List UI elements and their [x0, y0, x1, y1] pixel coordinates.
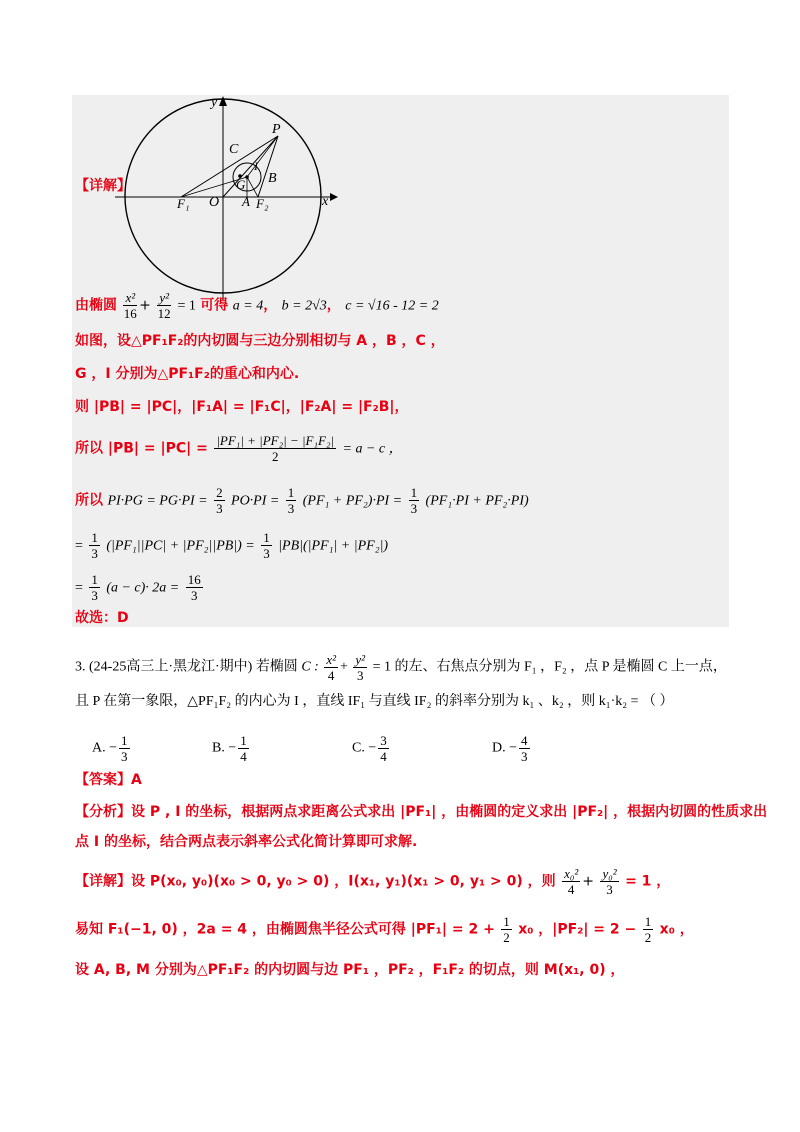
question-line-1: 3. (24-25高三上·黑龙江·期中) 若椭圆 C : $\frac{\text{x²}}{4}$ + $\frac{\text{y²}}{3}$ = 1 的左、右焦点分别为 F₁ ，F₂ ，点 P 是椭圆 C 上一点，	[75, 652, 727, 683]
question-line-2: 且 P 在第一象限，△PF₁F₂ 的内心为 I ，直线 IF₁ 与直线 IF₂ 的斜率分别为 k₁ 、k₂ ，则 k₁·k₂ = （ ）	[75, 694, 674, 709]
label-F1: F₁	[177, 196, 190, 211]
label-x: x	[322, 194, 329, 209]
ellipse-diagram	[0, 0, 800, 300]
segment-PF2	[258, 136, 278, 197]
analysis-line-1: 【分析】设 P , I 的坐标，根据两点求距离公式求出 |PF₁| ，由椭圆的定义求出 |PF₂| ，根据内切圆的性质求出	[75, 804, 768, 820]
x-axis-arrow	[330, 193, 338, 201]
label-y: y	[211, 95, 218, 110]
label-C: C	[229, 142, 239, 157]
question-number: 3.	[75, 659, 86, 675]
label-O: O	[209, 195, 220, 210]
detail-line-3: 设 A, B, M 分别为△PF₁F₂ 的内切圆与边 PF₁ ，PF₂ ，F₁F₂ 的切点，则 M(x₁, 0) ，	[75, 962, 625, 978]
solution-line-2: 如图，设△PF₁F₂的内切圆与三边分别相切与 A ，B ，C ，	[75, 333, 445, 349]
choice-c[interactable]: C. − $\frac{3}{4}$	[352, 733, 387, 764]
detail-line-1: 【详解】设 P(x₀, y₀)(x₀ > 0, y₀ > 0) ，I(x₁, y₁)(x₁ > 0, y₁ > 0) ，则 $\frac{\text{x₀²}}{4}$ + $\frac{\text{y₀²}}{3}$ = 1 ，	[75, 866, 671, 897]
label-F2: F₂	[256, 196, 269, 211]
solution-line-7: = $\frac{1}{3}$ (|PF₁||PC| + |PF₂||PB|) = $\frac{1}{3}$ |PB|(|PF₁| + |PF₂|)	[75, 530, 389, 561]
choice-d[interactable]: D. − $\frac{4}{3}$	[492, 733, 528, 764]
solution-line-3: G ，I 分别为△PF₁F₂的重心和内心.	[75, 366, 300, 382]
label-G: G	[236, 177, 246, 192]
label-P: P	[272, 122, 281, 137]
analysis-line-2: 点 I 的坐标，结合两点表示斜率公式化简计算即可求解.	[75, 834, 418, 850]
question-source: (24-25高三上·黑龙江·期中)	[89, 659, 253, 675]
label-I: I	[254, 159, 258, 173]
solution-line-6: 所以 PI·PG = PG·PI = $\frac{2}{3}$ PO·PI = $\frac{1}{3}$ (PF₁ + PF₂)·PI = $\frac{1}{3}$ (PF₁·PI + PF₂·PI)	[75, 485, 529, 516]
detail-line-2: 易知 F₁(−1, 0) ，2a = 4 ，由椭圆焦半径公式可得 |PF₁| = 2 + $\frac{1}{2}$ x₀ ，|PF₂| = 2 − $\frac{1}{2}$ x₀ ，	[75, 914, 694, 945]
solution-line-5: 所以 |PB| = |PC| = $\frac{\text{|PF₁| + |PF₂| − |F₁F₂|}}{2}$ = a − c ，	[75, 433, 403, 464]
label-A: A	[242, 194, 250, 209]
solution-line-1: 由椭圆 $\frac{\text{x²}}{16}$ + $\frac{\text{y²}}{12}$ = 1 可得 a = 4， b = 2√3， c = √16 - 12 = 2	[75, 290, 439, 321]
choice-a[interactable]: A. − $\frac{1}{3}$	[92, 733, 128, 764]
point-I	[245, 175, 249, 179]
choice-b[interactable]: B. − $\frac{1}{4}$	[212, 733, 247, 764]
y-axis-arrow	[219, 96, 227, 106]
label-B: B	[268, 171, 277, 186]
solution-line-8: = $\frac{1}{3}$ (a − c)· 2a = $\frac{16}{3}$	[75, 572, 201, 603]
answer-line: 【答案】A	[75, 772, 142, 788]
detail-tag-1: 【详解】	[75, 178, 131, 194]
solution-line-4: 则 |PB| = |PC|，|F₁A| = |F₁C|，|F₂A| = |F₂B|，	[75, 399, 409, 415]
conclusion: 故选：D	[75, 610, 129, 626]
